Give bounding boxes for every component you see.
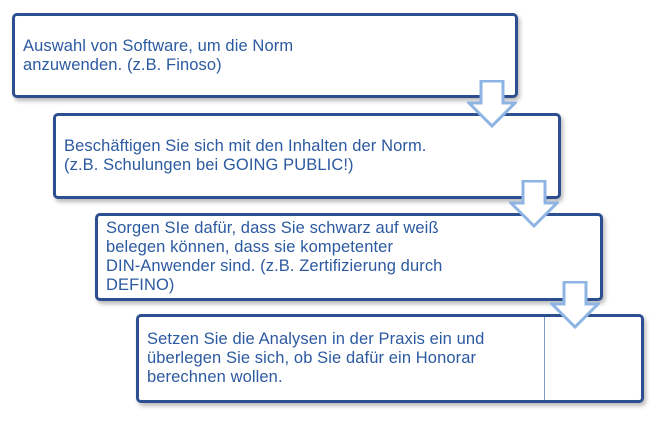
step-text-4: Setzen Sie die Analysen in der Praxis ein und überlegen Sie sich, ob Sie dafür ein Honorar berechnen wollen. — [147, 330, 485, 386]
down-arrow-icon — [467, 80, 517, 128]
step-text-1: Auswahl von Software, um die Norm anzuwenden. (z.B. Finoso) — [23, 36, 294, 74]
box-divider — [544, 317, 545, 400]
step-box-1 — [12, 13, 518, 98]
down-arrow-icon — [509, 180, 559, 228]
down-arrow-icon — [550, 281, 600, 329]
step-text-3: Sorgen SIe dafür, dass Sie schwarz auf weiß belegen können, dass sie kompetenter DIN-Anwender sind. (z.B. Zertifizierung durch DEFINO) — [106, 219, 443, 294]
step-text-2: Beschäftigen Sie sich mit den Inhalten der Norm. (z.B. Schulungen bei GOING PUBLIC!) — [64, 137, 427, 174]
